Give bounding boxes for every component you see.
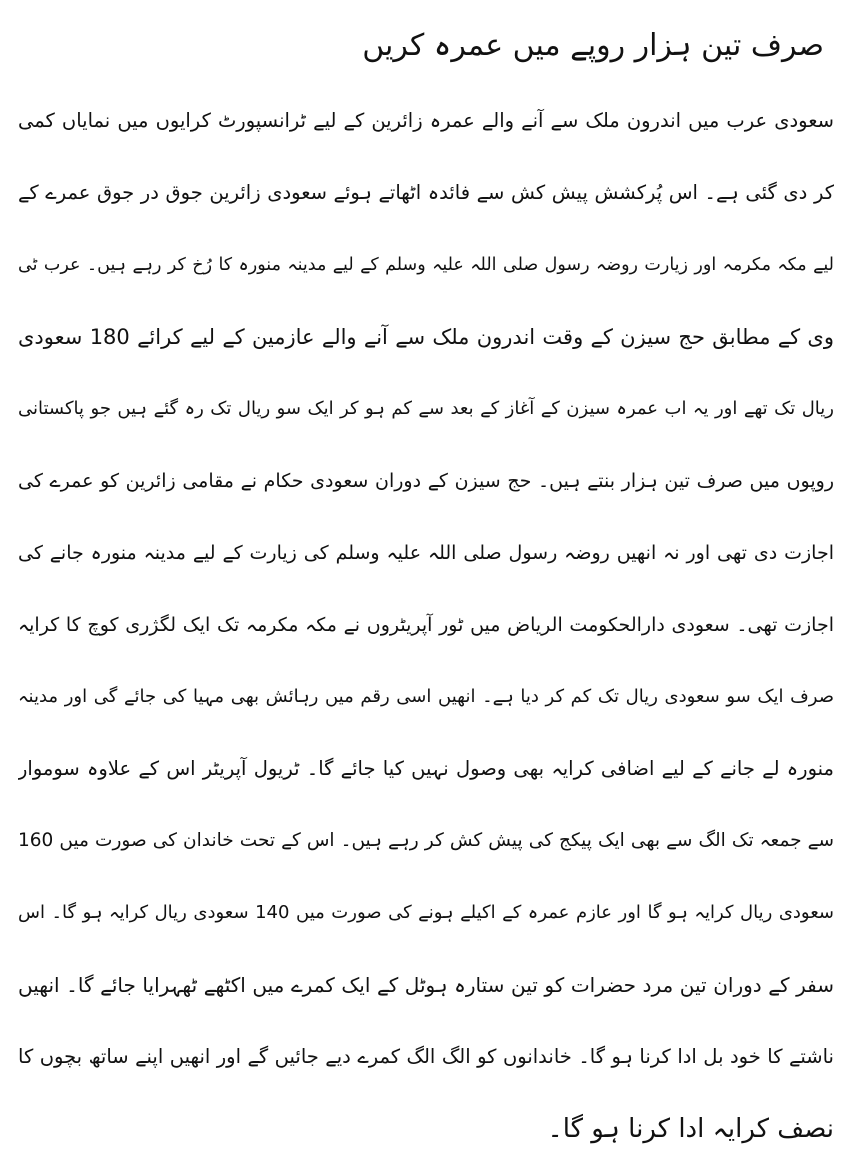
article-headline: صرف تین ہزار روپے میں عمرہ کریں [362,28,824,63]
body-line: کر دی گئی ہے۔ اس پُرکشش پیش کش سے فائدہ اٹھاتے ہوئے سعودی زائرین جوق در جوق عمرے کے [18,181,834,204]
body-line: نصف کرایہ ادا کرنا ہو گا۔ [547,1114,834,1144]
body-line: ریال تک تھے اور یہ اب عمرہ سیزن کے آغاز کے بعد سے کم ہو کر ایک سو ریال تک رہ گئے ہیں جو پاکستانی [18,398,834,419]
body-line: سعودی ریال کرایہ ہو گا اور عازم عمرہ کے اکیلے ہونے کی صورت میں 140 سعودی ریال کرایہ ہو گا۔ اس [18,902,834,923]
body-line: سعودی عرب میں اندرون ملک سے آنے والے عمرہ زائرین کے لیے ٹرانسپورٹ کرایوں میں نمایاں کمی [18,109,834,132]
body-line: اجازت دی تھی اور نہ انھیں روضہ رسول صلی اللہ علیہ وسلم کی زیارت کے لیے مدینہ منورہ جانے کی [18,542,834,564]
body-line: وی کے مطابق حج سیزن کے وقت اندرون ملک سے آنے والے عازمین کے لیے کرائے 180 سعودی [18,325,834,349]
body-line: منورہ لے جانے کے لیے اضافی کرایہ بھی وصول نہیں کیا جائے گا۔ ٹریول آپریٹر اس کے علاوہ سوموار [18,757,834,780]
news-article [18,22,834,1168]
body-line: لیے مکہ مکرمہ اور زیارت روضہ رسول صلی اللہ علیہ وسلم کے لیے مدینہ منورہ کا رُخ کر رہے ہیں۔ عرب ٹی [18,255,834,275]
body-line: صرف ایک سو سعودی ریال تک کم کر دیا ہے۔ انھیں اسی رقم میں رہائش بھی مہیا کی جائے گی اور مدینہ [18,686,834,707]
body-line: اجازت تھی۔ سعودی دارالحکومت الریاض میں ٹور آپریٹروں نے مکہ مکرمہ تک ایک لگژری کوچ کا کرایہ [18,614,834,636]
body-line: سفر کے دوران تین مرد حضرات کو تین ستارہ ہوٹل کے ایک کمرے میں اکٹھے ٹھہرایا جائے گا۔ انھیں [18,973,834,997]
body-line: روپوں میں صرف تین ہزار بنتے ہیں۔ حج سیزن کے دوران سعودی حکام نے مقامی زائرین کو عمرے کی [18,470,834,492]
body-line: سے جمعہ تک الگ سے بھی ایک پیکج کی پیش کش کر رہے ہیں۔ اس کے تحت خاندان کی صورت میں 160 [18,830,834,851]
article-body [18,88,834,1168]
body-line: ناشتے کا خود بل ادا کرنا ہو گا۔ خاندانوں کو الگ الگ کمرے دیے جائیں گے اور انھیں اپنے ساتھ بچوں کا [18,1045,834,1068]
